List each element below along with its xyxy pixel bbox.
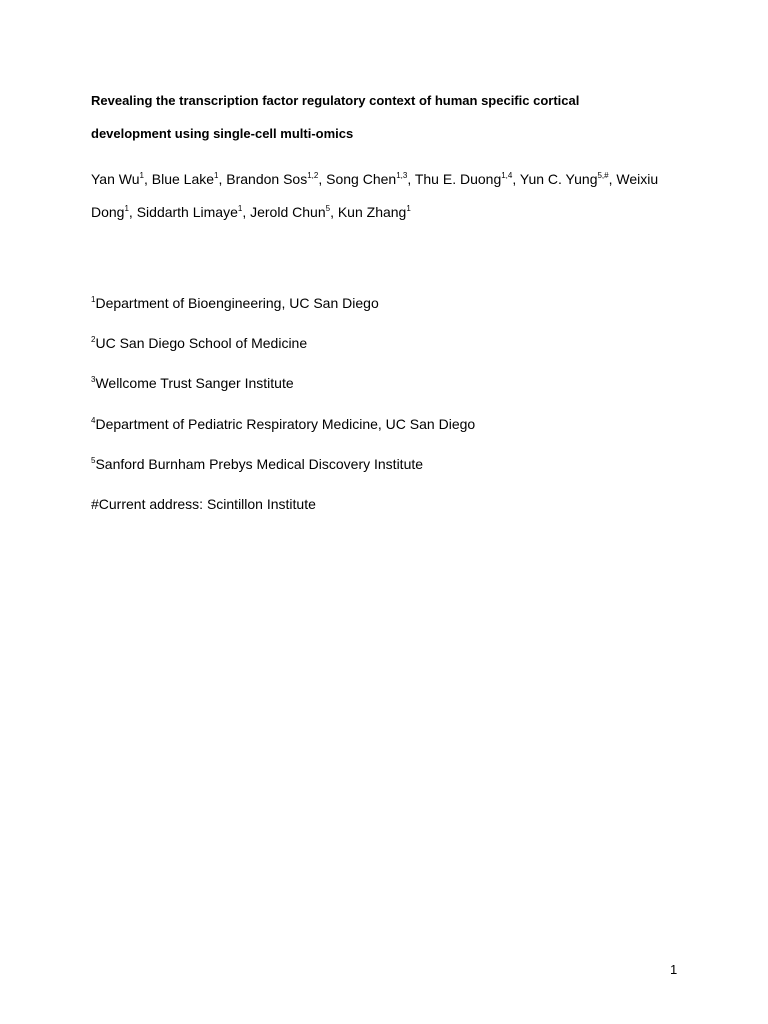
author-name: Jerold Chun — [250, 204, 326, 220]
affiliation-text: Sanford Burnham Prebys Medical Discovery Institute — [95, 456, 424, 472]
author-affiliation-marker: 5 — [325, 204, 331, 213]
author-name: Yun C. Yung — [519, 171, 598, 187]
title-line-2: development using single-cell multi-omics — [91, 126, 354, 141]
affiliation-2 — [91, 336, 307, 350]
author-affiliation-marker: 1 — [214, 171, 219, 180]
author-name: Weixiu — [616, 171, 659, 187]
author-name: Brandon Sos — [226, 171, 308, 187]
author-separator: , — [512, 171, 520, 187]
affiliation-1 — [91, 296, 379, 310]
author-affiliation-marker: 1 — [406, 204, 411, 213]
authors-line-2 — [91, 205, 411, 219]
author-affiliation-marker: 1 — [237, 204, 243, 213]
author-affiliation-marker: 1,4 — [501, 171, 513, 180]
title-line-1: Revealing the transcription factor regulatory context of human specific cortical — [91, 93, 580, 108]
affiliation-marker: 1 — [91, 295, 96, 304]
affiliation-text: UC San Diego School of Medicine — [95, 335, 308, 351]
current-address-note — [91, 497, 316, 511]
author-name: Dong — [91, 204, 125, 220]
author-name: Blue Lake — [151, 171, 215, 187]
author-separator: , — [218, 171, 227, 187]
affiliation-text: Department of Pediatric Respiratory Medicine, UC San Diego — [95, 416, 476, 432]
author-name: Siddarth Limaye — [136, 204, 238, 220]
author-separator: , — [330, 204, 338, 220]
author-separator: , — [318, 171, 327, 187]
author-affiliation-marker: 1,2 — [307, 171, 319, 180]
author-name: Kun Zhang — [337, 204, 407, 220]
affiliation-text: Wellcome Trust Sanger Institute — [95, 375, 294, 391]
affiliation-text: Department of Bioengineering, UC San Diego — [95, 295, 379, 311]
authors-line-1 — [91, 172, 658, 186]
affiliation-marker: 2 — [91, 335, 96, 344]
author-affiliation-marker: 5,# — [597, 171, 609, 180]
affiliation-5 — [91, 457, 423, 471]
author-separator: , — [242, 204, 251, 220]
affiliation-text: #Current address: Scintillon Institute — [91, 496, 316, 512]
author-separator: , — [407, 171, 415, 187]
affiliation-marker: 3 — [91, 375, 96, 384]
author-separator: , — [128, 204, 137, 220]
author-affiliation-marker: 1 — [124, 204, 129, 213]
affiliation-marker: 5 — [91, 456, 96, 465]
author-name: Yan Wu — [91, 171, 140, 187]
page-number: 1 — [670, 962, 678, 977]
author-separator: , — [143, 171, 152, 187]
author-name: Song Chen — [326, 171, 397, 187]
affiliation-marker: 4 — [91, 416, 96, 425]
author-separator: , — [608, 171, 617, 187]
affiliation-4 — [91, 417, 475, 431]
affiliation-3 — [91, 376, 294, 390]
author-affiliation-marker: 1 — [139, 171, 144, 180]
author-affiliation-marker: 1,3 — [396, 171, 408, 180]
author-name: Thu E. Duong — [414, 171, 502, 187]
